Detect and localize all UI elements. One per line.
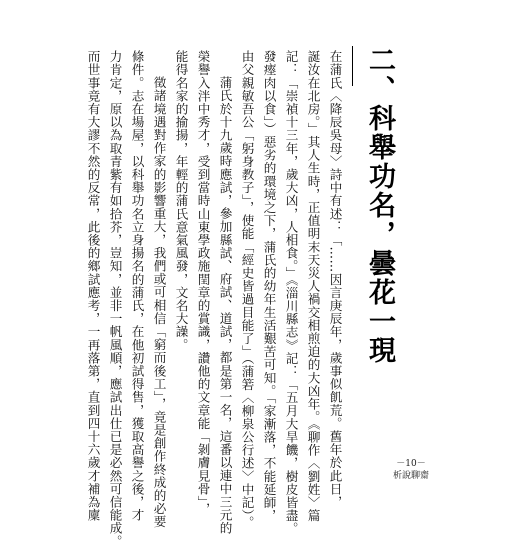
text-column: 誕汝在北房。」其人生時，正值明末天災人禍交相煎迫的大凶年。《聊作〈劉姓〉篇 <box>305 50 321 523</box>
text-column: 由父親敏吾公「躬身教子」，使能「經史皆過目能了」（蒲箬〈柳泉公行述〉中記）。 <box>239 50 255 529</box>
text-column: 榮譽入泮中秀才，受到當時山東學政施閏章的賞識，讚他的文章能「剝膚見骨」， <box>195 50 211 516</box>
text-column: 條件。志在場屋，以科舉功名立身揚名的蒲氏，在他初試得售，獲取高譽之後，才 <box>129 50 145 522</box>
chapter-title: 二、科舉功名，曇花一現 <box>364 46 395 365</box>
chapter-rule <box>352 46 353 86</box>
text-column: 記：「崇禎十三年，歲大凶，人相食。」《淄川縣志》記：「五月大旱饑，樹皮皆盡。 <box>283 50 299 536</box>
text-column: 而世事竟有大謬不然的反常，此後的鄉試應考，一再落第，直到四十六歲才補為廩 <box>85 50 101 522</box>
text-column: 蒲氏於十九歲時應試，參加縣試、府試、道試，都是第一名，這番以連中三元的 <box>217 76 233 535</box>
text-column: 在蒲氏〈降辰吳母〉詩中有述：「……因言庚辰年，歲事似飢荒。舊年於此日， <box>327 50 343 509</box>
text-column: 徵諸境遇對作家的影響重大，我們或可相信「窮而後工」，竟是創作終成的必要 <box>151 76 167 529</box>
text-column: 力肯定，原以為取青紫有如拾芥，豈知，並非一帆風順，應試出仕已是必然可信能成。 <box>107 50 123 548</box>
text-column: 能得名家的揄揚，年輕的蒲氏意氣風發，文名大譟。 <box>173 50 189 352</box>
text-column: 發瘞肉以食」）惡劣的環境之下，蒲氏的幼年生活艱苦可知。「家漸落，不能延師， <box>261 50 277 523</box>
page-number: －10－ <box>396 459 426 469</box>
book-title: 析說聊齋 <box>392 471 429 481</box>
